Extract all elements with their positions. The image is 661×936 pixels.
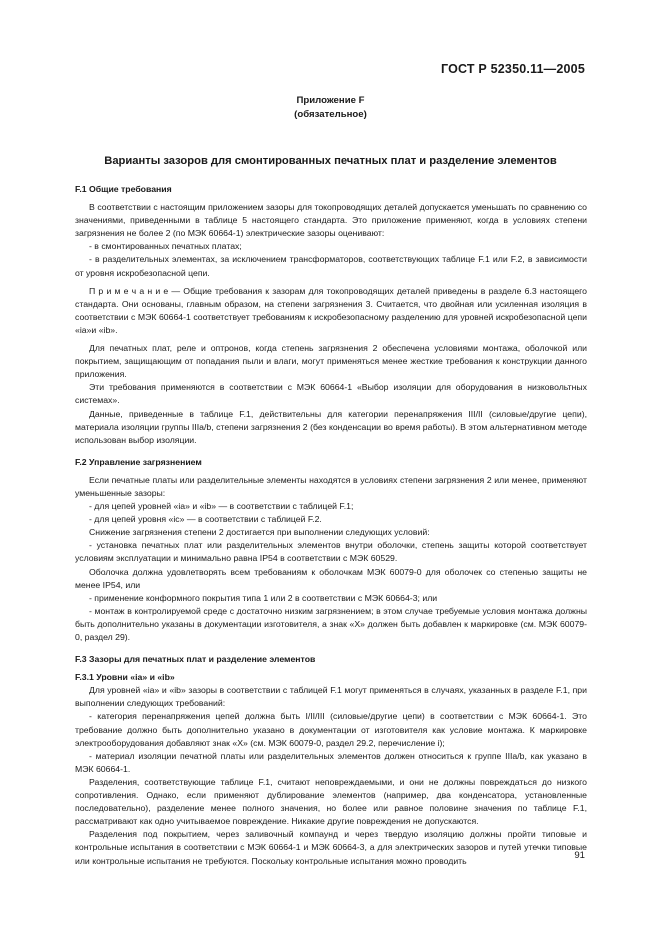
page-number: 91	[574, 850, 585, 861]
document-body	[75, 183, 587, 868]
paragraph: Для уровней «ia» и «ib» зазоры в соответствии с таблицей F.1 могут применяться в случаях, указанных в разделе F.1, при выполнении следующих требований:	[75, 685, 587, 709]
paragraph: Снижение загрязнения степени 2 достигается при выполнении следующих условий:	[89, 527, 430, 538]
list-item: - установка печатных плат или разделительных элементов внутри оболочки, степень защиты которой соответствует условиям эксплуатации и минимально равна IP54 в соответствии с МЭК 60529.	[75, 540, 587, 564]
list-item: - материал изоляции печатной платы или разделительных элементов должен относиться к группе IIIa/b, как указано в МЭК 60664-1.	[75, 750, 587, 774]
paragraph: Эти требования применяются в соответствии с МЭК 60664-1 «Выбор изоляции для оборудования в низковольтных системах».	[75, 382, 587, 406]
subsection-f3-1-heading: F.3.1 Уровни «ia» и «ib»	[75, 672, 175, 683]
list-item: - применение конформного покрытия типа 1 или 2 в соответствии с МЭК 60664-3; или	[89, 592, 438, 603]
list-item: - категория перенапряжения цепей должна быть I/II/III (силовые/другие цепи) в соответствии с МЭК 60664-1. Это требование должно быть дополнительно указано в документации от изготовителя как условие монтажа. К маркировке электрооборудования добавляют знак «X» (см. МЭК 60079-0, раздел 29.2, перечисление i);	[75, 711, 587, 748]
paragraph: В соответствии с настоящим приложением зазоры для токопроводящих деталей допускается уменьшать по сравнению со значениями, приведенными в таблице 5 настоящего стандарта. Это приложение применяют, когда в условиях степени загрязнения не более 2 (по МЭК 60664-1) электрические зазоры оценивают:	[75, 202, 587, 239]
document-code: ГОСТ Р 52350.11—2005	[440, 62, 585, 76]
annex-title: Приложение F	[296, 95, 365, 106]
paragraph: Если печатные платы или разделительные элементы находятся в условиях степени загрязнения 2 или менее, применяют уменьшенные зазоры:	[75, 474, 587, 498]
section-f3-heading: F.3 Зазоры для печатных плат и разделение элементов	[75, 654, 316, 665]
paragraph: Для печатных плат, реле и оптронов, когда степень загрязнения 2 обеспечена условиями монтажа, оболочкой или покрытием, защищающим от попадания пыли и влаги, могут применяться менее жесткие требования к конструкции данного приложения.	[75, 343, 587, 380]
paragraph: Разделения, соответствующие таблице F.1, считают неповреждаемыми, и они не должны повреждаться до низкого сопротивления. Однако, если применяют дублирование элементов (например, два конденсатора, установленные последовательно), разделение менее полного значения, но более или равное половине значения по таблице F.1, рассматривают как одно учитываемое повреждение. Никакие другие повреждения не допускаются.	[75, 776, 587, 827]
list-item: - в смонтированных печатных платах;	[89, 241, 242, 252]
section-f2-heading: F.2 Управление загрязнением	[75, 456, 202, 467]
note: П р и м е ч а н и е — Общие требования к зазорам для токопроводящих деталей приведены в разделе 6.3 настоящего стандарта. Они основаны, главным образом, на степени загрязнения 3. Считается, что двойная или усиленная изоляция в соответствии с МЭК 60664-1 соответствует требованиям к искробезопасному разделению для уровней искробезопасной цепи «ia»и «ib».	[75, 285, 587, 335]
annex-status: (обязательное)	[294, 109, 367, 120]
paragraph: Оболочка должна удовлетворять всем требованиям к оболочкам МЭК 60079-0 для оболочек со степенью защиты не менее IP54, или	[75, 566, 587, 590]
list-item: - для цепей уровня «ic» — в соответствии с таблицей F.2.	[89, 514, 322, 525]
annex-main-title: Варианты зазоров для смонтированных печатных плат и разделение элементов	[104, 155, 557, 167]
section-f1-heading: F.1 Общие требования	[75, 184, 172, 194]
paragraph: Разделения под покрытием, через заливочный компаунд и через твердую изоляцию должны пройти типовые и контрольные испытания в соответствии с МЭК 60664-1 и МЭК 60664-3, а для электрических зазоров и путей утечки типовые или контрольные испытания не требуются. Поскольку контрольные испытания можно проводить	[75, 829, 587, 866]
list-item: - для цепей уровней «ia» и «ib» — в соответствии с таблицей F.1;	[89, 501, 354, 512]
paragraph: Данные, приведенные в таблице F.1, действительны для категории перенапряжения III/II (силовые/другие цепи), материала изоляции группы IIIa/b, степени загрязнения 2 (без конденсации во время работы). В этом альтернативном методе использован выбор изоляции.	[75, 408, 587, 445]
list-item: - в разделительных элементах, за исключением трансформаторов, соответствующих таблице F.1 или F.2, в зависимости от уровня искробезопасной цепи.	[75, 254, 587, 278]
list-item: - монтаж в контролируемой среде с достаточно низким загрязнением; в этом случае требуемые условия монтажа должны быть дополнительно указаны в документации изготовителя, а знак «X» должен быть добавлен к маркировке (см. МЭК 60079-0, раздел 29).	[75, 605, 587, 642]
